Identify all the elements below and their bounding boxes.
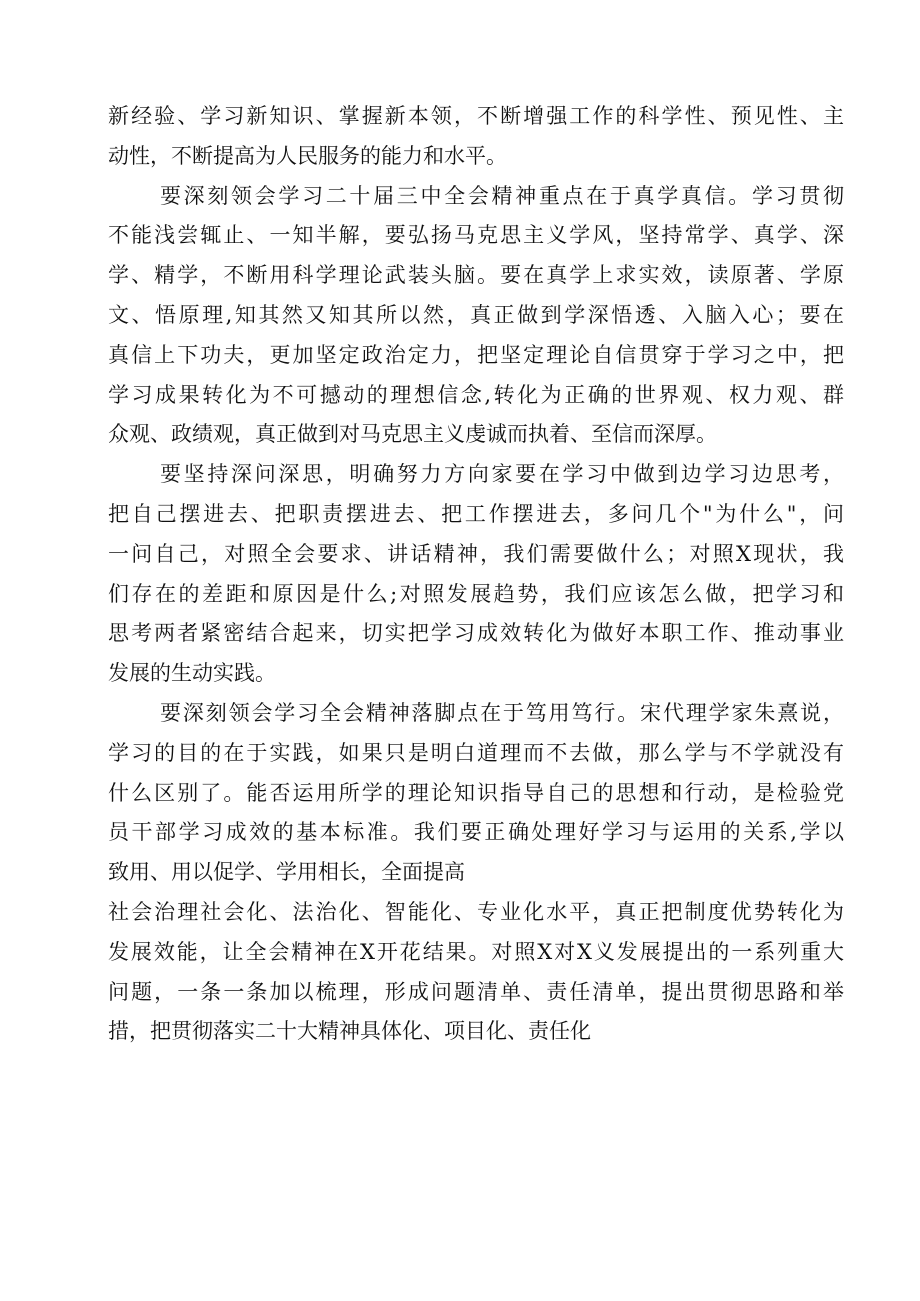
text-line: 新经验、学习新知识、掌握新本领，不断增强工作的科学性、预见性、主 [108,104,844,128]
text-line: 不能浅尝辄止、一知半解，要弘扬马克思主义学风，坚持常学、真学、深 [108,223,844,248]
text-line: 员干部学习成效的基本标准。我们要正确处理好学习与运用的关系,学以 [108,820,844,845]
text-line: 措，把贯彻落实二十大精神具体化、项目化、责任化 [108,1019,591,1044]
text-line: 学习成果转化为不可撼动的理想信念,转化为正确的世界观、权力观、群 [108,382,844,407]
text-line: 学习的目的在于实践，如果只是明白道理而不去做，那么学与不学就没有 [108,740,844,765]
paragraph-first-line: 要坚持深问深思，明确努力方向家要在学习中做到边学习边思考， [160,462,844,487]
text-line: 动性，不断提高为人民服务的能力和水平。 [108,143,507,168]
text-line: 学、精学，不断用科学理论武装头脑。要在真学上求实效，读原著、学原 [108,263,844,288]
paragraph-first-line: 要深刻领会学习二十届三中全会精神重点在于真学真信。学习贯彻 [160,183,844,208]
text-line: 社会治理社会化、法治化、智能化、专业化水平，真正把制度优势转化为 [108,899,844,924]
text-line: 问题，一条一条加以梳理，形成问题清单、责任清单，提出贯彻思路和举 [108,979,844,1004]
text-line: 把自己摆进去、把职责摆进去、把工作摆进去，多问几个"为什么"，问 [108,501,844,526]
text-line: 一问自己，对照全会要求、讲话精神，我们需要做什么；对照X现状，我 [108,541,844,566]
document-body [108,97,844,1052]
text-line: 致用、用以促学、学用相长，全面提高 [108,860,465,885]
text-line: 思考两者紧密结合起来，切实把学习成效转化为做好本职工作、推动事业 [108,621,844,646]
text-line: 真信上下功夫，更加坚定政治定力，把坚定理论自信贯穿于学习之中，把 [108,342,844,367]
text-line: 发展效能，让全会精神在X开花结果。对照X对X义发展提出的一系列重大 [108,939,844,964]
text-line: 什么区别了。能否运用所学的理论知识指导自己的思想和行动，是检验党 [108,780,844,805]
text-line: 发展的生动实践。 [108,661,276,686]
text-line: 文、悟原理,知其然又知其所以然，真正做到学深悟透、入脑入心；要在 [108,302,844,327]
text-line: 众观、政绩观，真正做到对马克思主义虔诚而执着、至信而深厚。 [108,422,717,447]
paragraph-first-line: 要深刻领会学习全会精神落脚点在于笃用笃行。宋代理学家朱熹说， [160,700,844,725]
text-line: 们存在的差距和原因是什么;对照发展趋势，我们应该怎么做，把学习和 [108,581,844,606]
